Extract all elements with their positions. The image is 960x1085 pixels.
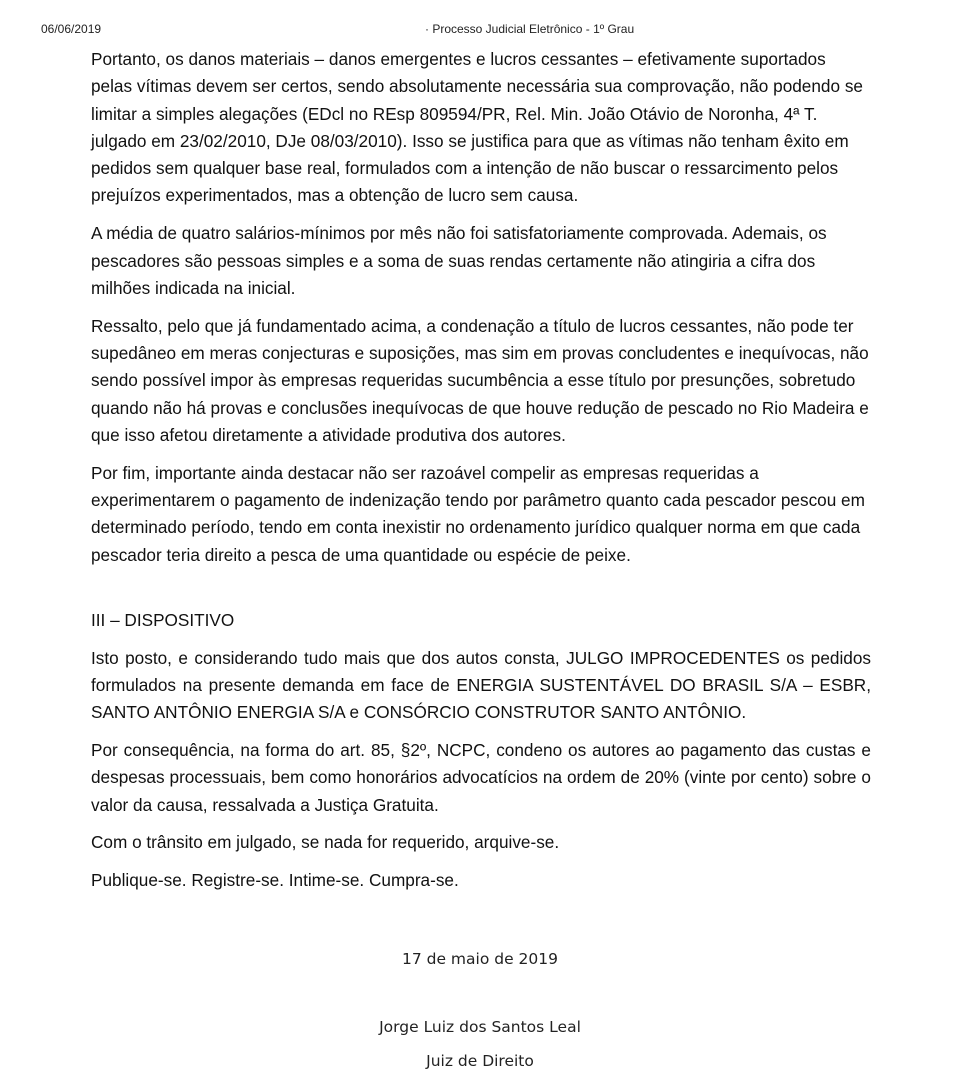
paragraph-arquivamento: Com o trânsito em julgado, se nada for requerido, arquive-se. bbox=[91, 832, 560, 853]
paragraph-danos-materiais: Portanto, os danos materiais – danos emergentes e lucros cessantes – efetivamente suportados pelas vítimas devem ser certos, sendo absolutamente necessária sua comprovação, não podendo se limitar a simples alegações (EDcl no REsp 809594/PR, Rel. Min. João Otávio de Noronha, 4ª T. julgado em 23/02/2010, DJe 08/03/2010). Isso se justifica para que as vítimas não tenham êxito em pedidos sem qualquer base real, formulados com a intenção de não buscar o ressarcimento pelos prejuízos experimentados, mas a obtenção de lucro sem causa. bbox=[91, 49, 863, 206]
paragraph-por-fim: Por fim, importante ainda destacar não ser razoável compelir as empresas requeridas a experimentarem o pagamento de indenização tendo por parâmetro quanto cada pescador pescou em determinado período, tendo em conta inexistir no ordenamento jurídico qualquer norma em que cada pescador teria direito a pesca de uma quantidade ou espécie de peixe. bbox=[91, 462, 865, 565]
paragraph-publicacao: Publique-se. Registre-se. Intime-se. Cumpra-se. bbox=[91, 870, 459, 891]
document-body bbox=[91, 46, 871, 905]
paragraph-media-salarios: A média de quatro salários-mínimos por mês não foi satisfatoriamente comprovada. Ademais, os pescadores são pessoas simples e a soma de suas rendas certamente não atingiria a cifra dos milhões indicada na inicial. bbox=[91, 223, 827, 298]
section-title-dispositivo: III – DISPOSITIVO bbox=[91, 609, 235, 630]
signature-name: Jorge Luiz dos Santos Leal bbox=[379, 1018, 581, 1036]
print-date: 06/06/2019 bbox=[41, 22, 102, 36]
document-title: · Processo Judicial Eletrônico - 1º Grau bbox=[425, 22, 635, 36]
paragraph-ressalto: Ressalto, pelo que já fundamentado acima, a condenação a título de lucros cessantes, não pode ter supedâneo em meras conjecturas e suposições, mas sim em provas concludentes e inequívocas, não sendo possível impor às empresas requeridas sucumbência a esse título por presunções, sobretudo quando não há provas e conclusões inequívocas de que houve redução de pescado no Rio Madeira e que isso afetou diretamente a atividade produtiva dos autores. bbox=[91, 315, 869, 445]
print-header bbox=[0, 22, 960, 38]
signature-role: Juiz de Direito bbox=[426, 1052, 534, 1070]
paragraph-condenacao: Por consequência, na forma do art. 85, §2º, NCPC, condeno os autores ao pagamento das custas e despesas processuais, bem como honorários advocatícios na ordem de 20% (vinte por cento) sobre o valor da causa, ressalvada a Justiça Gratuita. bbox=[91, 740, 871, 815]
signature-date: 17 de maio de 2019 bbox=[401, 950, 558, 968]
paragraph-julgamento: Isto posto, e considerando tudo mais que dos autos consta, JULGO IMPROCEDENTES os pedidos formulados na presente demanda em face de ENERGIA SUSTENTÁVEL DO BRASIL S/A – ESBR, SANTO ANTÔNIO ENERGIA S/A e CONSÓRCIO CONSTRUTOR SANTO ANTÔNIO. bbox=[91, 647, 871, 723]
